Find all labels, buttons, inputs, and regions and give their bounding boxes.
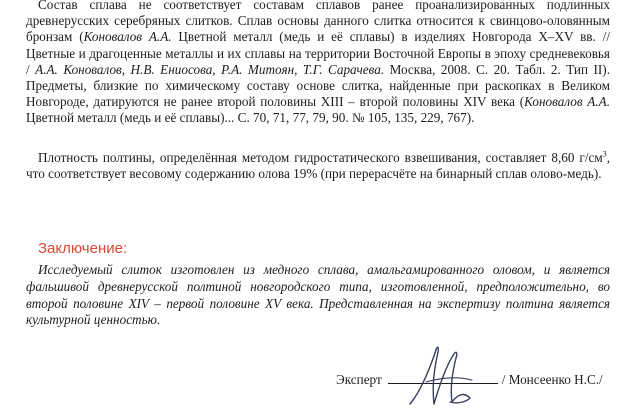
density-unit-superscript: 3 [602, 149, 607, 159]
density-text: Плотность полтины, определённая методом гидростатического взвешивания, составляет 8,60 г/см [38, 150, 603, 165]
handwritten-signature [406, 344, 486, 408]
paragraph-1-intro: Состав сплава не соответствует составам сплавов ранее проанализированных подлинных древнерусских серебряных слитков. Сплав основы данного слитка относится к свинцово-оловянным бронзам ( [26, 0, 610, 45]
reference-2-author: Коновалов А.А. [524, 94, 610, 110]
paragraph-alloy-composition [26, 0, 610, 127]
density-text-tail: , что соответствует весовому содержанию олова 19% (при перерасчёте на бинарный сплав олово-медь). [26, 150, 610, 182]
paragraph-density [26, 150, 610, 182]
reference-1-tail: Москва, 2008. С. 20. Табл. 2. Тип II). Предметы, близкие по химическому составу основе слитка, найденные при раскопках в Великом Новгороде, датируются не ранее второй половины XIII – второй половины XIV века ( [26, 61, 610, 110]
signature-name: / Монсеенко Н.С./ [501, 372, 603, 387]
conclusion-heading: Заключение: [38, 240, 128, 257]
reference-1-text: Цветной металл (медь и её сплавы) в изделиях Новгорода X–XV вв. // Цветные и драгоценные металлы и их сплавы на территории Восточной Европы в эпоху средневековья / [26, 29, 610, 77]
reference-1-editors: А.А. Коновалов, Н.В. Ениосова, Р.А. Митоян, Т.Г. Сарачева. [35, 61, 385, 77]
reference-1-author: Коновалов А.А. [83, 29, 172, 45]
reference-2-text: Цветной металл (медь и её сплавы)... С. 70, 71, 77, 79, 90. № 105, 135, 229, 767). [26, 110, 475, 126]
conclusion-text: Исследуемый слиток изготовлен из медного сплава, амальгамированного оловом, и является фальшивой древнерусской полтиной новгородского типа, изготовленной, предположительно, во второй половине XIV – первой половине XV века. Представленная на экспертизу полтина является культурной ценностью. [26, 262, 610, 328]
signature-label: Эксперт [336, 372, 382, 387]
